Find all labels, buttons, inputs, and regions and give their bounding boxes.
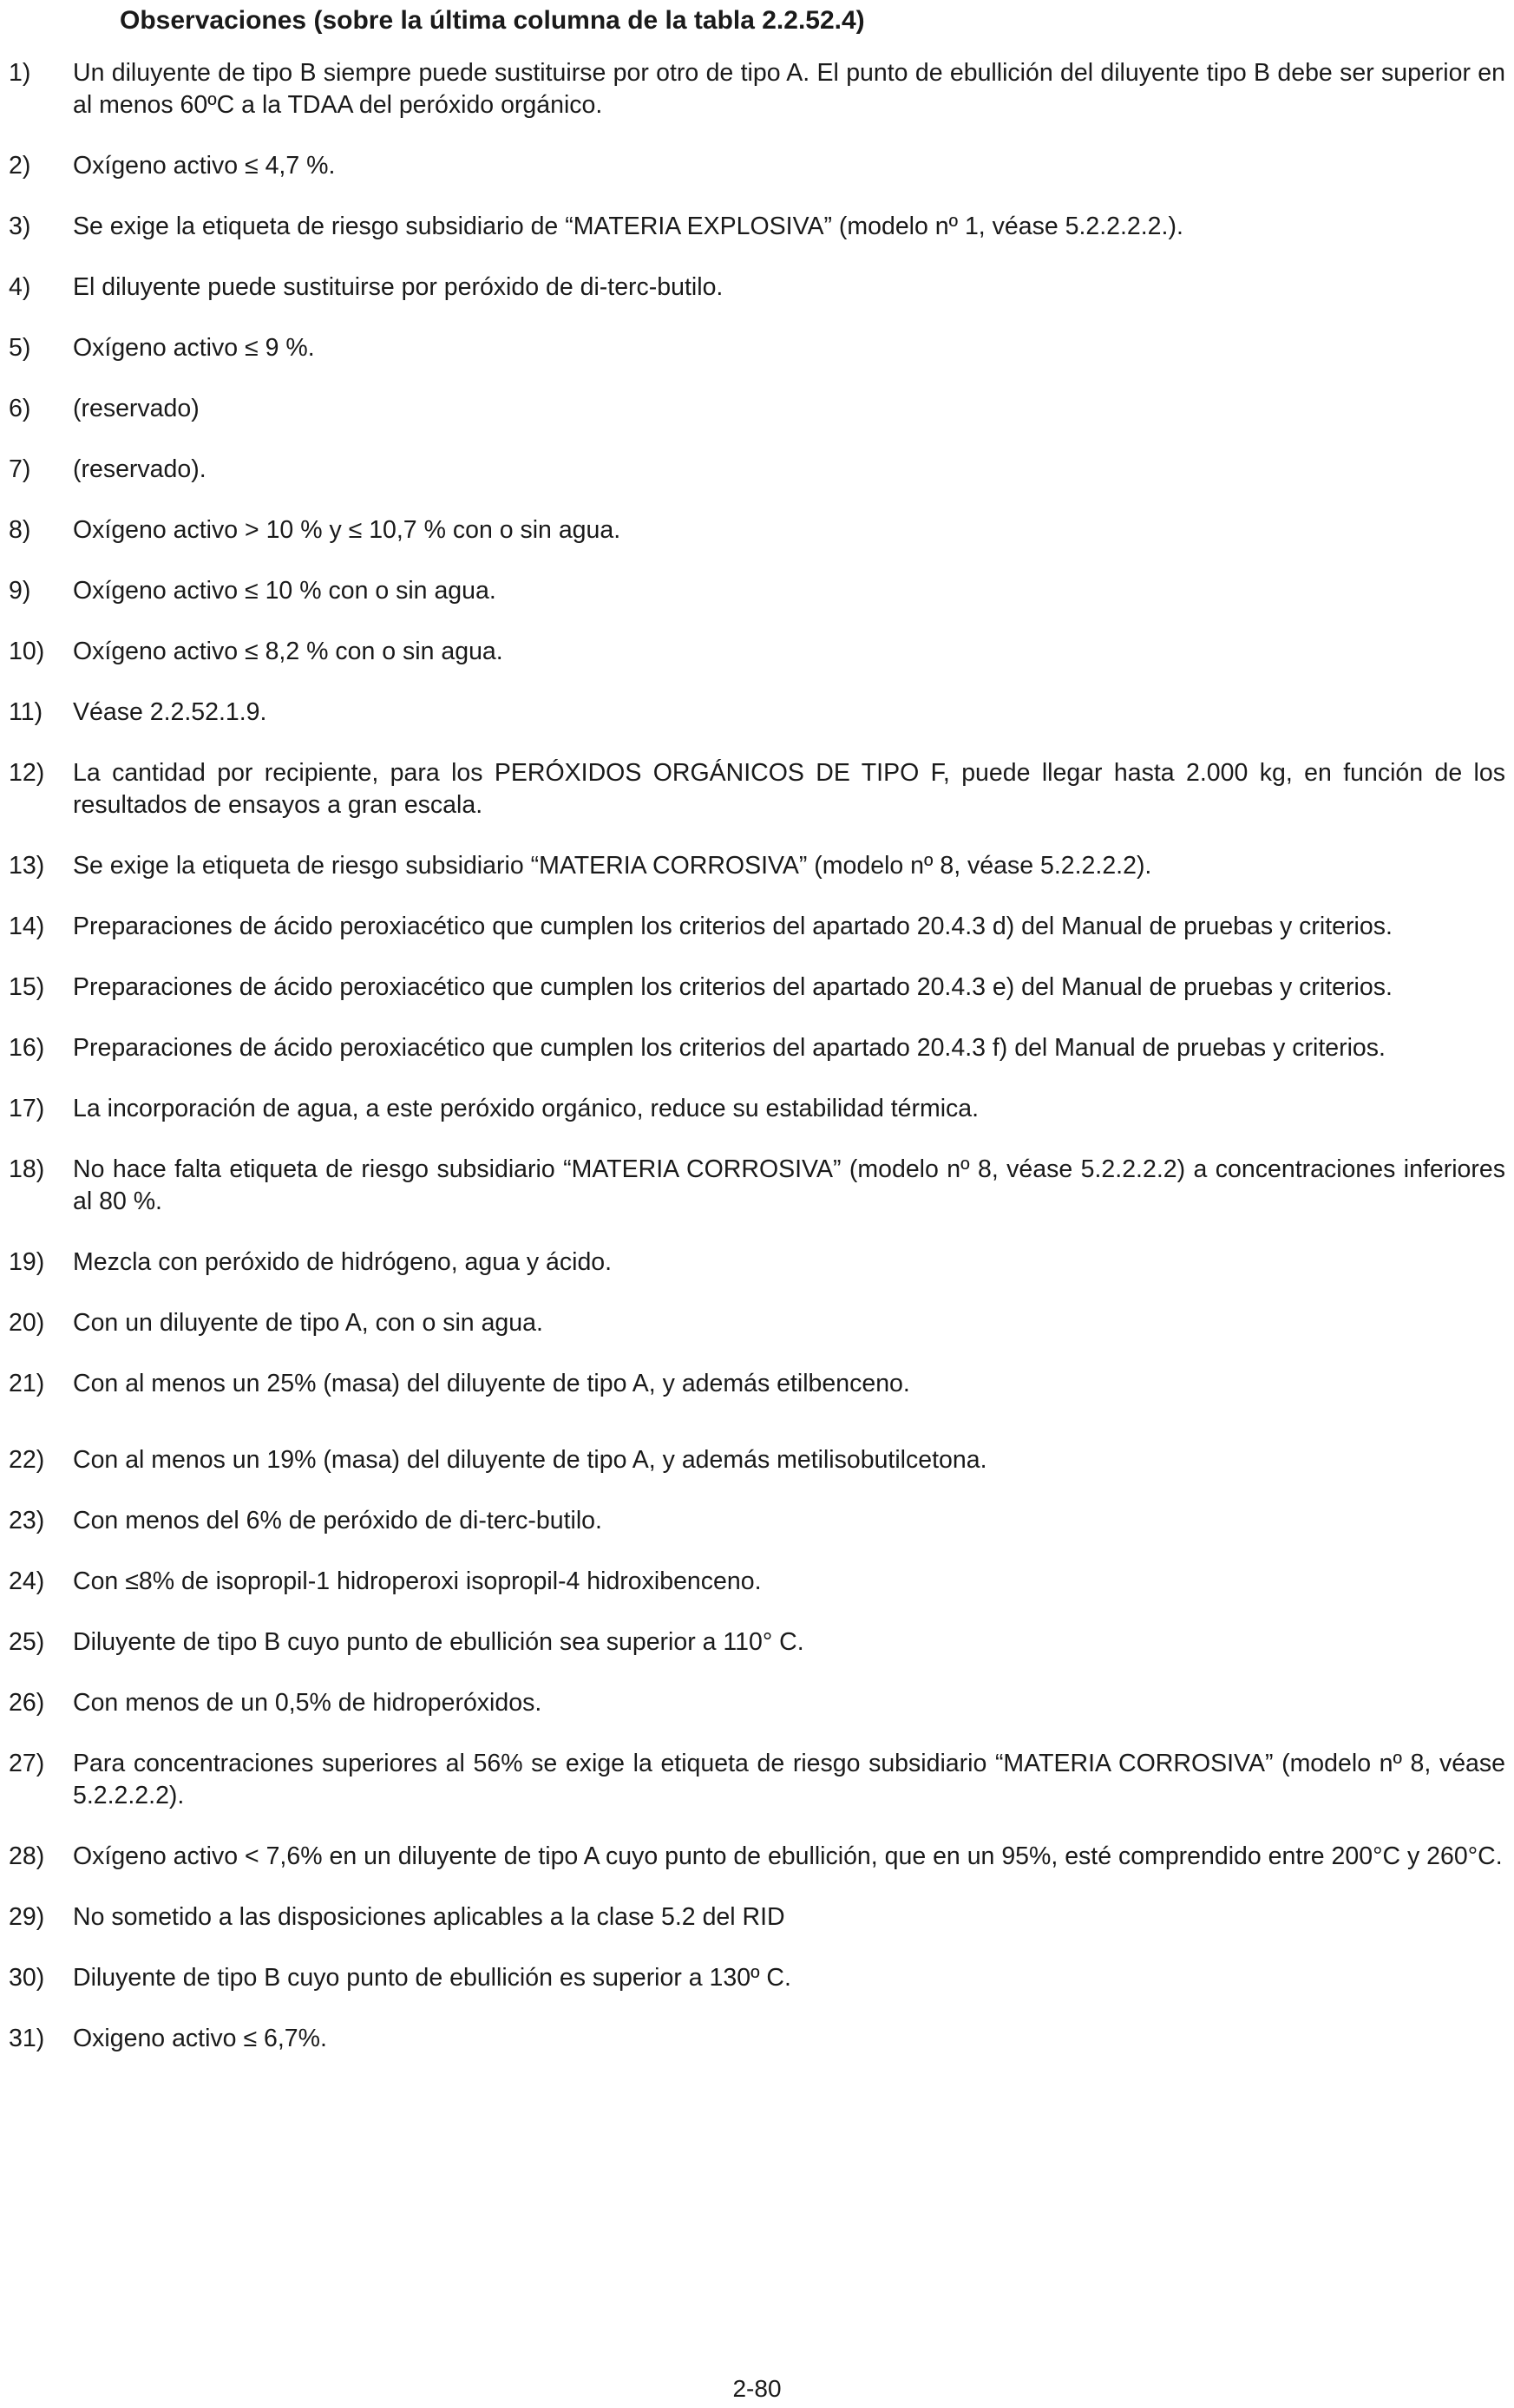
note-item — [9, 1247, 1505, 1279]
note-item — [9, 1368, 1505, 1400]
note-item — [9, 1444, 1505, 1476]
note-number: 7) — [9, 455, 31, 483]
note-text: Oxigeno activo ≤ 6,7%. — [73, 2025, 327, 2052]
note-text: Preparaciones de ácido peroxiacético que cumplen los criterios del apartado 20.4.3 f) del Manual de pruebas y criterios. — [73, 1034, 1386, 1062]
note-item — [9, 211, 1505, 243]
note-item — [9, 850, 1505, 882]
note-item — [9, 1901, 1505, 1934]
note-number: 24) — [9, 1567, 45, 1595]
note-item — [9, 150, 1505, 182]
note-number: 11) — [9, 698, 43, 726]
note-number: 26) — [9, 1689, 45, 1717]
note-text: Oxígeno activo ≤ 10 % con o sin agua. — [73, 577, 496, 605]
note-item — [9, 1566, 1505, 1598]
notes-list — [9, 57, 1505, 2084]
note-number: 16) — [9, 1034, 45, 1062]
note-number: 8) — [9, 516, 31, 544]
note-item — [9, 1748, 1505, 1812]
note-text: La incorporación de agua, a este peróxido orgánico, reduce su estabilidad térmica. — [73, 1095, 980, 1122]
note-number: 2) — [9, 152, 31, 180]
note-item — [9, 393, 1505, 425]
note-item — [9, 1093, 1505, 1125]
note-text: Se exige la etiqueta de riesgo subsidiario de “MATERIA EXPLOSIVA” (modelo nº 1, véase 5.2.2.2.2.). — [73, 213, 1183, 240]
note-number: 15) — [9, 973, 45, 1001]
note-text: (reservado). — [73, 455, 206, 483]
note-item — [9, 1687, 1505, 1719]
note-number: 18) — [9, 1155, 45, 1183]
note-number: 14) — [9, 913, 45, 940]
note-number: 12) — [9, 759, 45, 787]
note-text: Oxígeno activo ≤ 9 %. — [73, 334, 315, 362]
note-number: 31) — [9, 2025, 45, 2052]
note-item — [9, 697, 1505, 729]
note-item — [9, 1154, 1505, 1218]
page-number: 2-80 — [732, 2375, 782, 2402]
note-number: 28) — [9, 1842, 45, 1870]
note-text: Diluyente de tipo B cuyo punto de ebullición sea superior a 110° C. — [73, 1628, 804, 1656]
note-text: Un diluyente de tipo B siempre puede sustituirse por otro de tipo A. El punto de ebullición del diluyente tipo B debe ser superior en al menos 60ºC a la TDAA del peróxido orgánico. — [73, 59, 1505, 119]
note-number: 27) — [9, 1750, 45, 1777]
note-number: 19) — [9, 1248, 45, 1276]
note-number: 22) — [9, 1446, 45, 1474]
note-item — [9, 1032, 1505, 1064]
note-text: El diluyente puede sustituirse por peróxido de di-terc-butilo. — [73, 273, 724, 301]
note-number: 3) — [9, 213, 31, 240]
note-number: 10) — [9, 638, 45, 665]
note-number: 4) — [9, 273, 31, 301]
note-text: Con menos de un 0,5% de hidroperóxidos. — [73, 1689, 542, 1717]
note-item — [9, 1841, 1505, 1873]
note-item — [9, 272, 1505, 304]
note-number: 1) — [9, 59, 31, 87]
note-item — [9, 514, 1505, 546]
note-number: 30) — [9, 1964, 45, 1992]
note-text: Oxígeno activo > 10 % y ≤ 10,7 % con o sin agua. — [73, 516, 621, 544]
note-text: No hace falta etiqueta de riesgo subsidiario “MATERIA CORROSIVA” (modelo nº 8, véase 5.2.2.2.2) a concentraciones inferiores al 80 %. — [73, 1155, 1505, 1215]
note-text: Preparaciones de ácido peroxiacético que cumplen los criterios del apartado 20.4.3 e) del Manual de pruebas y criterios. — [73, 973, 1393, 1001]
note-item — [9, 332, 1505, 364]
note-number: 20) — [9, 1309, 45, 1337]
note-number: 6) — [9, 395, 31, 422]
note-number: 5) — [9, 334, 31, 362]
note-item — [9, 1505, 1505, 1537]
note-item — [9, 57, 1505, 121]
note-item — [9, 911, 1505, 943]
note-text: Con al menos un 19% (masa) del diluyente de tipo A, y además metilisobutilcetona. — [73, 1446, 987, 1474]
note-item — [9, 757, 1505, 821]
note-number: 21) — [9, 1370, 45, 1397]
note-item — [9, 636, 1505, 668]
note-text: Diluyente de tipo B cuyo punto de ebullición es superior a 130º C. — [73, 1964, 791, 1992]
note-item — [9, 1307, 1505, 1339]
note-number: 25) — [9, 1628, 45, 1656]
note-item — [9, 2023, 1505, 2055]
note-text: Con al menos un 25% (masa) del diluyente de tipo A, y además etilbenceno. — [73, 1370, 910, 1397]
note-text: Mezcla con peróxido de hidrógeno, agua y ácido. — [73, 1248, 613, 1276]
note-text: Se exige la etiqueta de riesgo subsidiario “MATERIA CORROSIVA” (modelo nº 8, véase 5.2.2.2.2). — [73, 852, 1152, 880]
note-text: Oxígeno activo ≤ 4,7 %. — [73, 152, 336, 180]
note-text: Con un diluyente de tipo A, con o sin agua. — [73, 1309, 543, 1337]
note-number: 13) — [9, 852, 45, 880]
note-text: Véase 2.2.52.1.9. — [73, 698, 267, 726]
note-text: Para concentraciones superiores al 56% se exige la etiqueta de riesgo subsidiario “MATERIA CORROSIVA” (modelo nº 8, véase 5.2.2.2.2). — [73, 1750, 1505, 1809]
note-item — [9, 1626, 1505, 1659]
note-text: Con menos del 6% de peróxido de di-terc-butilo. — [73, 1507, 602, 1534]
note-text: No sometido a las disposiciones aplicables a la clase 5.2 del RID — [73, 1903, 785, 1931]
note-item — [9, 1962, 1505, 1994]
note-item — [9, 454, 1505, 486]
note-item — [9, 972, 1505, 1004]
note-text: La cantidad por recipiente, para los PERÓXIDOS ORGÁNICOS DE TIPO F, puede llegar hasta 2.000 kg, en función de los resultados de ensayos a gran escala. — [73, 759, 1505, 819]
note-number: 17) — [9, 1095, 45, 1122]
note-text: (reservado) — [73, 395, 200, 422]
note-text: Con ≤8% de isopropil-1 hidroperoxi isopropil-4 hidroxibenceno. — [73, 1567, 762, 1595]
note-number: 23) — [9, 1507, 45, 1534]
note-number: 9) — [9, 577, 31, 605]
note-text: Oxígeno activo < 7,6% en un diluyente de tipo A cuyo punto de ebullición, que en un 95%, esté comprendido entre 200°C y 260°C. — [73, 1842, 1503, 1870]
note-text: Oxígeno activo ≤ 8,2 % con o sin agua. — [73, 638, 503, 665]
note-text: Preparaciones de ácido peroxiacético que cumplen los criterios del apartado 20.4.3 d) del Manual de pruebas y criterios. — [73, 913, 1393, 940]
note-item — [9, 575, 1505, 607]
note-number: 29) — [9, 1903, 45, 1931]
section-heading: Observaciones (sobre la última columna de la tabla 2.2.52.4) — [120, 6, 865, 35]
